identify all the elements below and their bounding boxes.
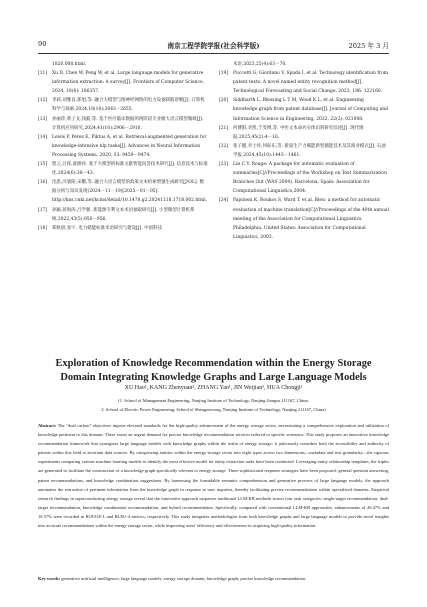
reference-item: [219, 142, 389, 160]
reference-number: [23]: [219, 162, 229, 168]
reference-number: [19]: [219, 71, 229, 77]
reference-text: Papineni K, Roukos S, Ward T, et al. Bleu: a method for automatic evaluation of machine translation[C]//Proceedings of the 40th annual meeting of the Association for Computational Linguistics. Philadelphia, United States: Association for Computational Linguistics, 2002.: [233, 198, 389, 240]
reference-text: 程云,吕挥,薛源祥. 基于大模型的标准文献智能问答技术研究[J]. 信息技术与标准化,2024(6):38－43.: [52, 162, 208, 177]
page-number: 90: [38, 40, 47, 48]
reference-item: [219, 69, 389, 96]
paper-title: Exploration of Knowledge Recommendation within the Energy Storage Domain Integrating Knowledge Graphs and Large Language Models: [55, 358, 372, 383]
references-left-column: [38, 60, 208, 233]
abstract-text: The "dual carbon" objectives impose elevated standards for the high-quality advancement of the energy storage sector, necessitating a comprehensive exploration and utilization of knowledge pertinent to this domain. There exists an urgent demand for precise knowledge recommendation services tailored to specific scenarios. This study proposes an innovative knowledge recommendation framework that synergizes large language models with knowledge graphs within the realm of energy storage: it judiciously considers both the accessibility and authority of patents within this field to ascertain data sources. By categorizing entities within the energy storage sector into eight types across two dimensions—metadata and text granularity—the rigorous experiments comparing various machine learning models to identify the most effective model for entity extraction tasks have been conducted. Leveraging entity relationship templates, the triples are generated to facilitate the construction of a knowledge graph specifically relevant to energy storage. Three sophisticated response strategies have been proposed: general question answering, patent recommendations, and knowledge combination suggestions. By harnessing the formidable semantic comprehension and generative prowess of large language models, the approach automates the extraction of pertinent information from the knowledge graph in response to user inquiries, thereby facilitating precise recommendations within specialized domains. Empirical research findings in superconducting energy storage reveal that the innovative approach surpasses traditional LLM-KB methods across four task categories: single-target recommendation, dual-target recommendation, knowledge combination recommendation, and hybrid recommendation. Specifically, compared with conventional LLM-KB approaches, enhancements of 20.47% and 16.57% were recorded in ROUGE-L and BLEU-4 metrics, respectively. This study integrates methodologies from both knowledge graphs and large language models to provide novel insights into accurate recommendations within the energy storage sector, while improving users' efficiency and effectiveness in acquiring high-quality information.: [38, 423, 389, 529]
affiliation-2: 2. School of Electric Power Engineering, School of Shengzeorong, Nanjing Institute of Technology, Nanjing 211167, China): [101, 407, 326, 412]
keywords: [38, 574, 389, 583]
reference-item: [38, 115, 208, 133]
reference-item: [219, 196, 389, 241]
reference-text: 何博阳,李凯,于雯博,等. 中医文本命名实体识别研究综述[J]. 现代情报,2025,45(2):4－16.: [233, 125, 364, 140]
journal-name: 南京工程学院学报(社会科学版): [167, 42, 260, 50]
reference-item: [219, 160, 389, 196]
reference-number: [24]: [219, 198, 229, 204]
header-rule: [38, 53, 389, 54]
reference-text: 李莉,刘雅良,郭旭,等. 融合大模型与图神经网络的电力设备缺陷诊断[J]. 计算机科学与探索,2024,18(10):2643－2655.: [52, 98, 205, 113]
reference-item: [38, 60, 208, 69]
reference-text: 郑秋晨,张宇. 电力储能标准术语研究与建设[J]. 中国科技: [52, 225, 162, 231]
reference-item: [38, 206, 208, 224]
reference-number: [15]: [38, 162, 48, 168]
reference-text: Xu D, Chen W, Peng W, et al. Large language models for generative information extraction: A survey[J]. Frontiers of Computer Science, 2024, 18(6): 186357.: [52, 71, 205, 95]
running-header: [38, 40, 389, 52]
reference-number: [11]: [38, 71, 48, 77]
reference-text: 沈思,冯暑阳,宋鹏,等. 融合大语言模型的政策文本检索增强生成研究[J/OL]. 数据分析与知识发现(2024－11－19)[2025－01－05]. http://kns.cnki.net/kcms/detail/10.1478.g2.20241118.1718.002.html.: [52, 180, 208, 204]
reference-number: [17]: [38, 207, 48, 213]
reference-item: [38, 96, 208, 114]
reference-text: Lin C Y. Rouge: A package for automatic evaluation of summaries[C]//Proceedings of the Workshop on Text Summarization Branches Out (WAS 2004). Barcelona, Spain: Association for Computational Linguistics,2004.: [233, 162, 387, 195]
issue-date: 2025 年 3 月: [348, 42, 389, 50]
affiliation-1: (1. School of Management Engineering, Nanjing Institute of Technology, Nanjing Jiangsu 211167, China;: [118, 398, 309, 403]
reference-number: [22]: [219, 143, 229, 149]
reference-number: [20]: [219, 98, 229, 104]
reference-text: 术语,2023,25(4):63－70.: [233, 62, 287, 67]
references-right-column: [219, 60, 389, 242]
keywords-label: Key words:: [38, 576, 61, 581]
reference-number: [12]: [38, 98, 48, 104]
reference-number: [13]: [38, 116, 48, 122]
reference-item: [219, 96, 389, 123]
reference-number: [14]: [38, 134, 48, 140]
reference-item: [219, 60, 389, 69]
reference-item: [38, 160, 208, 178]
paper-authors: XU Hao¹, KANG Zhenyuan², ZHANG Yan¹, JIN Weijian¹, HUA Chongji¹: [124, 385, 303, 391]
reference-text: 孙丽萍,黄子戈,钱毅,等. 基于医疗临床数据的两阶段专业级大语言模型微调[J]. 计算机应用研究,2024,41(10):2906－2910.: [52, 116, 204, 131]
reference-item: [38, 224, 208, 233]
reference-text: 孙颖,蒋海涛,吕学强. 新能源专利文本术语抽取研究[J]. 小型微型计算机系统,2022,43(5):950－956.: [52, 207, 195, 222]
reference-text: Puccetti G, Giordano V, Spada I, et al. Technology identification from patent texts: A novel named entity recognition method[J]. Technological Forecasting and Social Change, 2023, 186: 122160.: [233, 71, 388, 95]
reference-item: [219, 124, 389, 142]
reference-number: [21]: [219, 125, 229, 131]
reference-text: Siddharth L, Blessing L T M, Wood K L, et al. Engineering knowledge graph from patent database[J]. Journal of Computing and Information Science in Engineering, 2022, 22(2): 021008.: [233, 98, 388, 122]
reference-item: [38, 178, 208, 205]
abstract-label: Abstract:: [38, 423, 57, 428]
keywords-text: generative artificial intelligence; large language models; energy storage domain; knowledge graph; precise knowledge recommendation: [61, 576, 306, 581]
reference-text: Lewis P, Perez E, Piktus A, et al. Retrieval-augmented generation for knowledge-intensive nlp tasks[J]. Advances in Neural Information Processing Systems, 2020, 33: 9459－9474.: [52, 134, 207, 158]
reference-text: 1820.008.html.: [52, 62, 87, 67]
reference-item: [38, 133, 208, 160]
reference-item: [38, 69, 208, 96]
reference-number: [16]: [38, 180, 48, 186]
reference-number: [18]: [38, 225, 48, 231]
reference-text: 张子健,李士祥,何际东,等. 新质生产力赋能新型储能技术及其商业模式[J]. 石油学报,2024,45(10):1443－1461.: [233, 143, 386, 158]
abstract: [38, 421, 389, 530]
